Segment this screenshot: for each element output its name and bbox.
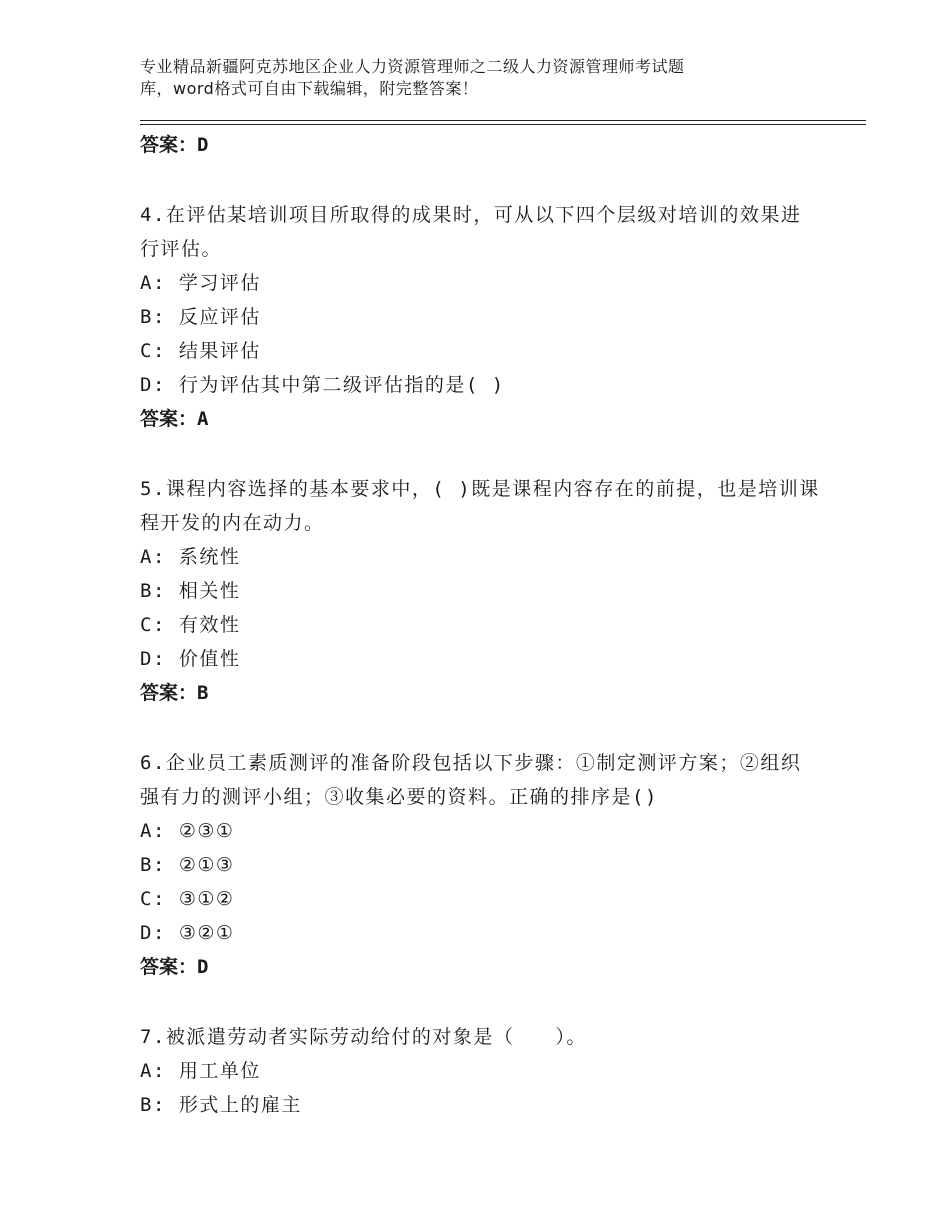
header-title-line-1: 专业精品新疆阿克苏地区企业人力资源管理师之二级人力资源管理师考试题 (140, 57, 685, 76)
option-a: A: 系统性 (140, 546, 241, 568)
header-divider (140, 120, 866, 125)
option-d: D: 价值性 (140, 648, 241, 670)
question-stem: 5.课程内容选择的基本要求中，( )既是课程内容存在的前提，也是培训课程开发的内在动力。 (140, 478, 820, 534)
option-b: B: 反应评估 (140, 306, 261, 328)
answer-label: 答案： (140, 956, 198, 978)
answer-value: A (197, 408, 209, 430)
option-b: B: ②①③ (140, 854, 235, 876)
document-header (140, 56, 780, 100)
option-a: A: ②③① (140, 820, 235, 842)
answer-label: 答案： (140, 682, 198, 704)
answer-value: D (197, 134, 209, 156)
answer-label: 答案： (140, 408, 198, 430)
question-item (140, 198, 820, 436)
question-list (140, 128, 820, 1122)
option-b: B: 形式上的雇主 (140, 1094, 302, 1116)
answer-value: D (197, 956, 209, 978)
option-b: B: 相关性 (140, 580, 241, 602)
option-d: D: ③②① (140, 922, 235, 944)
option-d: D: 行为评估其中第二级评估指的是( ) (140, 374, 505, 396)
option-c: C: 有效性 (140, 614, 241, 636)
answer-line (140, 950, 820, 984)
answer-value: B (197, 682, 209, 704)
question-stem: 6.企业员工素质测评的准备阶段包括以下步骤：①制定测评方案；②组织强有力的测评小组；③收集必要的资料。正确的排序是() (140, 752, 802, 808)
question-stem: 4.在评估某培训项目所取得的成果时，可从以下四个层级对培训的效果进行评估。 (140, 204, 802, 260)
option-c: C: 结果评估 (140, 340, 261, 362)
answer-line (140, 128, 820, 162)
question-item (140, 472, 820, 710)
option-c: C: ③①② (140, 888, 235, 910)
answer-line (140, 402, 820, 436)
option-a: A: 学习评估 (140, 272, 261, 294)
header-title-line-2: 库，word格式可自由下载编辑，附完整答案！ (140, 79, 479, 98)
question-stem: 7.被派遣劳动者实际劳动给付的对象是（ ）。 (140, 1026, 587, 1048)
answer-label: 答案： (140, 134, 198, 156)
option-a: A: 用工单位 (140, 1060, 261, 1082)
question-item (140, 746, 820, 984)
question-item (140, 1020, 820, 1122)
answer-line (140, 676, 820, 710)
